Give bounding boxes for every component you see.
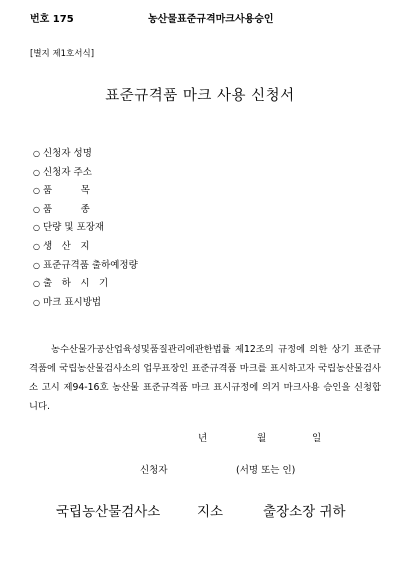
date-day-label: 일 bbox=[312, 433, 322, 444]
list-item bbox=[33, 182, 138, 201]
list-item bbox=[33, 257, 138, 276]
application-items-list bbox=[33, 145, 138, 312]
bullet-icon: ○ bbox=[33, 260, 40, 270]
document-title: 표준규격품 마크 사용 신청서 bbox=[105, 88, 295, 104]
item-label: 단량 및 포장재 bbox=[43, 222, 105, 234]
item-label: 생 산 지 bbox=[43, 240, 90, 252]
footer-branch: 지소 bbox=[197, 504, 224, 520]
list-item bbox=[33, 275, 138, 294]
list-item bbox=[33, 201, 138, 220]
footer-office: 국립농산물검사소 bbox=[56, 504, 161, 520]
list-item bbox=[33, 145, 138, 164]
item-label: 출 하 시 기 bbox=[43, 278, 109, 290]
footer-recipient: 출장소장 귀하 bbox=[263, 504, 346, 520]
applicant-label: 신청자 bbox=[140, 465, 168, 476]
signature-note: (서명 또는 인) bbox=[236, 465, 296, 476]
bullet-icon: ○ bbox=[33, 167, 40, 177]
item-label: 신청자 성명 bbox=[43, 148, 92, 159]
bullet-icon: ○ bbox=[33, 297, 40, 307]
item-label: 품 목 bbox=[43, 185, 90, 197]
bullet-icon: ○ bbox=[33, 204, 40, 214]
item-label: 품 종 bbox=[43, 203, 90, 215]
attachment-form-label: [별지 제1호서식] bbox=[30, 49, 95, 59]
bullet-icon: ○ bbox=[33, 279, 40, 289]
date-month-label: 월 bbox=[257, 433, 267, 444]
bullet-icon: ○ bbox=[33, 241, 40, 251]
list-item bbox=[33, 219, 138, 238]
list-item bbox=[33, 238, 138, 257]
date-year-label: 년 bbox=[198, 433, 208, 444]
header-title: 농산물표준규격마크사용승인 bbox=[148, 14, 274, 25]
item-label: 마크 표시방법 bbox=[43, 296, 102, 308]
document-number: 번호 175 bbox=[30, 14, 74, 25]
list-item bbox=[33, 164, 138, 183]
bullet-icon: ○ bbox=[33, 223, 40, 233]
application-statement: 농수산물가공산업육성및품질관리에관한법률 제12조의 규정에 의한 상기 표준규격품에 국립농산물검사소의 업무표장인 표준규격품 마크를 표시하고자 국립농산물검사소 고시 제94-16호 농산물 표준규격품 마크 표시규정에 의거 마크사용 승인을 신청합니다. bbox=[29, 344, 381, 413]
list-item bbox=[33, 294, 138, 313]
item-label: 표준규격품 출하예정량 bbox=[43, 259, 138, 271]
bullet-icon: ○ bbox=[33, 149, 40, 158]
bullet-icon: ○ bbox=[33, 186, 40, 196]
item-label: 신청자 주소 bbox=[43, 166, 92, 178]
